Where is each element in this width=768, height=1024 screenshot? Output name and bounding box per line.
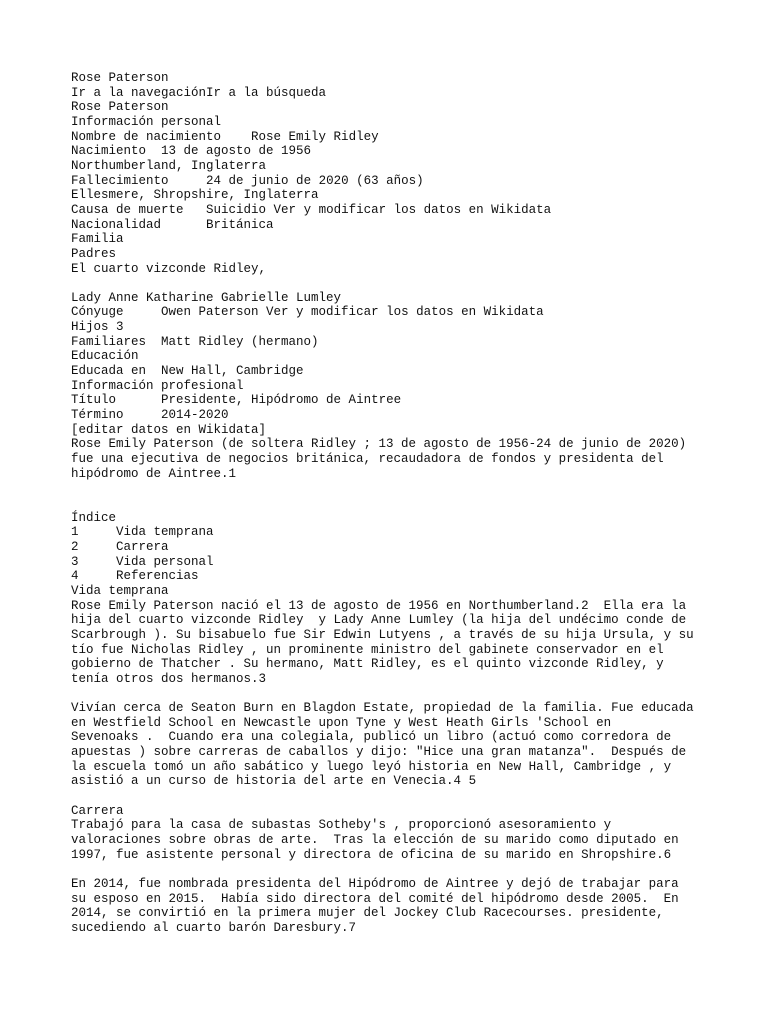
nationality-value: Británica <box>206 217 274 232</box>
paragraph-line: Trabajó para la casa de subastas Sotheby's , proporcionó asesoramiento y <box>71 818 612 833</box>
paragraph-line: sucediendo al cuarto barón Daresbury.7 <box>71 920 357 935</box>
intro-paragraph <box>71 437 751 481</box>
term-value: 2014-2020 <box>161 408 229 423</box>
toc-item-label[interactable]: Vida personal <box>116 554 214 569</box>
paragraph-line: hija del cuarto vizconde Ridley y Lady Anne Lumley (la hija del undécimo conde de <box>71 613 687 628</box>
infobox-row-birth-name <box>71 130 751 145</box>
term-label: Término <box>71 408 124 423</box>
infobox-row-birth <box>71 144 751 159</box>
death-value: 24 de junio de 2020 (63 años) <box>206 173 424 188</box>
article-document <box>71 71 751 936</box>
cause-label: Causa de muerte <box>71 202 184 217</box>
death-label: Fallecimiento <box>71 173 169 188</box>
paragraph-line: valoraciones sobre obras de arte. Tras la elección de su marido como diputado en <box>71 833 679 848</box>
birth-place: Northumberland, Inglaterra <box>71 158 267 173</box>
toc-item-label[interactable]: Carrera <box>116 539 169 554</box>
paragraph-line: 2014, se convirtió en la primera mujer del Jockey Club Racecourses. presidente, <box>71 906 664 921</box>
educated-value: New Hall, Cambridge <box>161 364 304 379</box>
infobox-row-nationality <box>71 218 751 233</box>
toc-item-label[interactable]: Referencias <box>116 569 199 584</box>
skip-to-search-link[interactable]: Ir a la búsqueda <box>206 85 327 100</box>
parents-value-2: Lady Anne Katharine Gabrielle Lumley <box>71 290 342 305</box>
job-title-label: Título <box>71 393 117 408</box>
infobox-row-title <box>71 393 751 408</box>
spacer <box>71 496 751 511</box>
paragraph-line: la escuela tomó un año sabático y luego leyó historia en New Hall, Cambridge , y <box>71 759 672 774</box>
educated-label: Educada en <box>71 364 147 379</box>
infobox-heading-personal: Información personal <box>71 114 222 129</box>
page-title: Rose Paterson <box>71 71 169 85</box>
paragraph-line: Sevenoaks . Cuando era una colegiala, publicó un libro (actuó como corredora de <box>71 730 672 745</box>
section-heading: Vida temprana <box>71 583 169 598</box>
spacer <box>71 789 751 804</box>
paragraph-line: tío fue Nicholas Ridley , un prominente ministro del gabinete conservador en el <box>71 642 664 657</box>
section-heading: Carrera <box>71 803 124 818</box>
skip-to-navigation-link[interactable]: Ir a la navegación <box>71 85 207 100</box>
table-of-contents <box>71 511 751 584</box>
paragraph-line: tenía otros dos hermanos.3 <box>71 671 267 686</box>
infobox-heading-family: Familia <box>71 232 124 247</box>
infobox-heading-professional: Información profesional <box>71 378 244 393</box>
paragraph-line: en Westfield School en Newcastle upon Tyne y West Heath Girls 'School en <box>71 715 612 730</box>
spacer <box>71 862 751 877</box>
toc-heading: Índice <box>71 510 117 525</box>
toc-item-number: 2 <box>71 539 79 554</box>
birth-label: Nacimiento <box>71 144 147 159</box>
toc-item-number: 1 <box>71 525 79 540</box>
paragraph-line: En 2014, fue nombrada presidenta del Hipódromo de Aintree y dejó de trabajar para <box>71 877 679 891</box>
parents-label: Padres <box>71 246 117 261</box>
paragraph-line: Rose Emily Paterson (de soltera Ridley ; 13 de agosto de 1956-24 de junio de 2020) <box>71 437 687 452</box>
infobox-title: Rose Paterson <box>71 100 169 115</box>
relatives-label: Familiares <box>71 334 147 349</box>
infobox-heading-education: Educación <box>71 349 139 364</box>
children-label: Hijos <box>71 320 109 335</box>
infobox-row-term <box>71 408 751 423</box>
job-title-value: Presidente, Hipódromo de Aintree <box>161 393 402 408</box>
toc-item[interactable] <box>71 540 751 555</box>
paragraph-line: fue una ejecutiva de negocios británica, recaudadora de fondos y presidenta del <box>71 452 664 467</box>
infobox-row-relatives <box>71 335 751 350</box>
infobox-row-spouse <box>71 305 751 320</box>
edit-wikidata-link[interactable]: [editar datos en Wikidata] <box>71 422 267 437</box>
toc-item-number: 4 <box>71 569 79 584</box>
spouse-value: Owen Paterson Ver y modificar los datos en Wikidata <box>161 305 544 320</box>
spouse-label: Cónyuge <box>71 305 124 320</box>
section-career <box>71 804 751 936</box>
paragraph-line: asistió a un curso de historia del arte en Venecia.4 5 <box>71 774 477 789</box>
spacer <box>71 687 751 702</box>
death-place: Ellesmere, Shropshire, Inglaterra <box>71 188 319 203</box>
paragraph-line: gobierno de Thatcher . Su hermano, Matt Ridley, es el quinto vizconde Ridley, y <box>71 657 664 672</box>
paragraph-line: su esposo en 2015. Había sido directora del comité del hipódromo desde 2005. En <box>71 891 679 906</box>
paragraph-line: Vivían cerca de Seaton Burn en Blagdon Estate, propiedad de la familia. Fue educada <box>71 701 694 716</box>
paragraph-line: apuestas ) sobre carreras de caballos y dijo: "Hice una gran matanza". Después de <box>71 745 687 760</box>
paragraph-line: Scarbrough ). Su bisabuelo fue Sir Edwin Lutyens , a través de su hija Ursula, y su <box>71 627 694 642</box>
birth-value: 13 de agosto de 1956 <box>161 144 312 159</box>
skip-links <box>71 86 751 101</box>
infobox-row-educated <box>71 364 751 379</box>
infobox <box>71 100 751 437</box>
infobox-row-death <box>71 174 751 189</box>
toc-item[interactable] <box>71 555 751 570</box>
toc-item[interactable] <box>71 525 751 540</box>
paragraph-line: Rose Emily Paterson nació el 13 de agosto de 1956 en Northumberland.2 Ella era la <box>71 598 687 613</box>
nationality-label: Nacionalidad <box>71 217 162 232</box>
birth-name-label: Nombre de nacimiento <box>71 129 222 144</box>
parents-value-1: El cuarto vizconde Ridley, <box>71 261 267 276</box>
infobox-row-children <box>71 320 751 335</box>
infobox-row-cause <box>71 203 751 218</box>
toc-item-number: 3 <box>71 554 79 569</box>
spacer <box>71 481 751 496</box>
children-value: 3 <box>116 320 124 335</box>
paragraph-line: 1997, fue asistente personal y directora de oficina de su marido en Shropshire.6 <box>71 847 672 862</box>
section-early-life <box>71 584 751 789</box>
spacer <box>71 276 751 291</box>
birth-name-value: Rose Emily Ridley <box>251 129 379 144</box>
toc-item[interactable] <box>71 569 751 584</box>
paragraph-line: hipódromo de Aintree.1 <box>71 466 237 481</box>
toc-item-label[interactable]: Vida temprana <box>116 525 214 540</box>
relatives-value: Matt Ridley (hermano) <box>161 334 319 349</box>
cause-value: Suicidio Ver y modificar los datos en Wikidata <box>206 202 552 217</box>
